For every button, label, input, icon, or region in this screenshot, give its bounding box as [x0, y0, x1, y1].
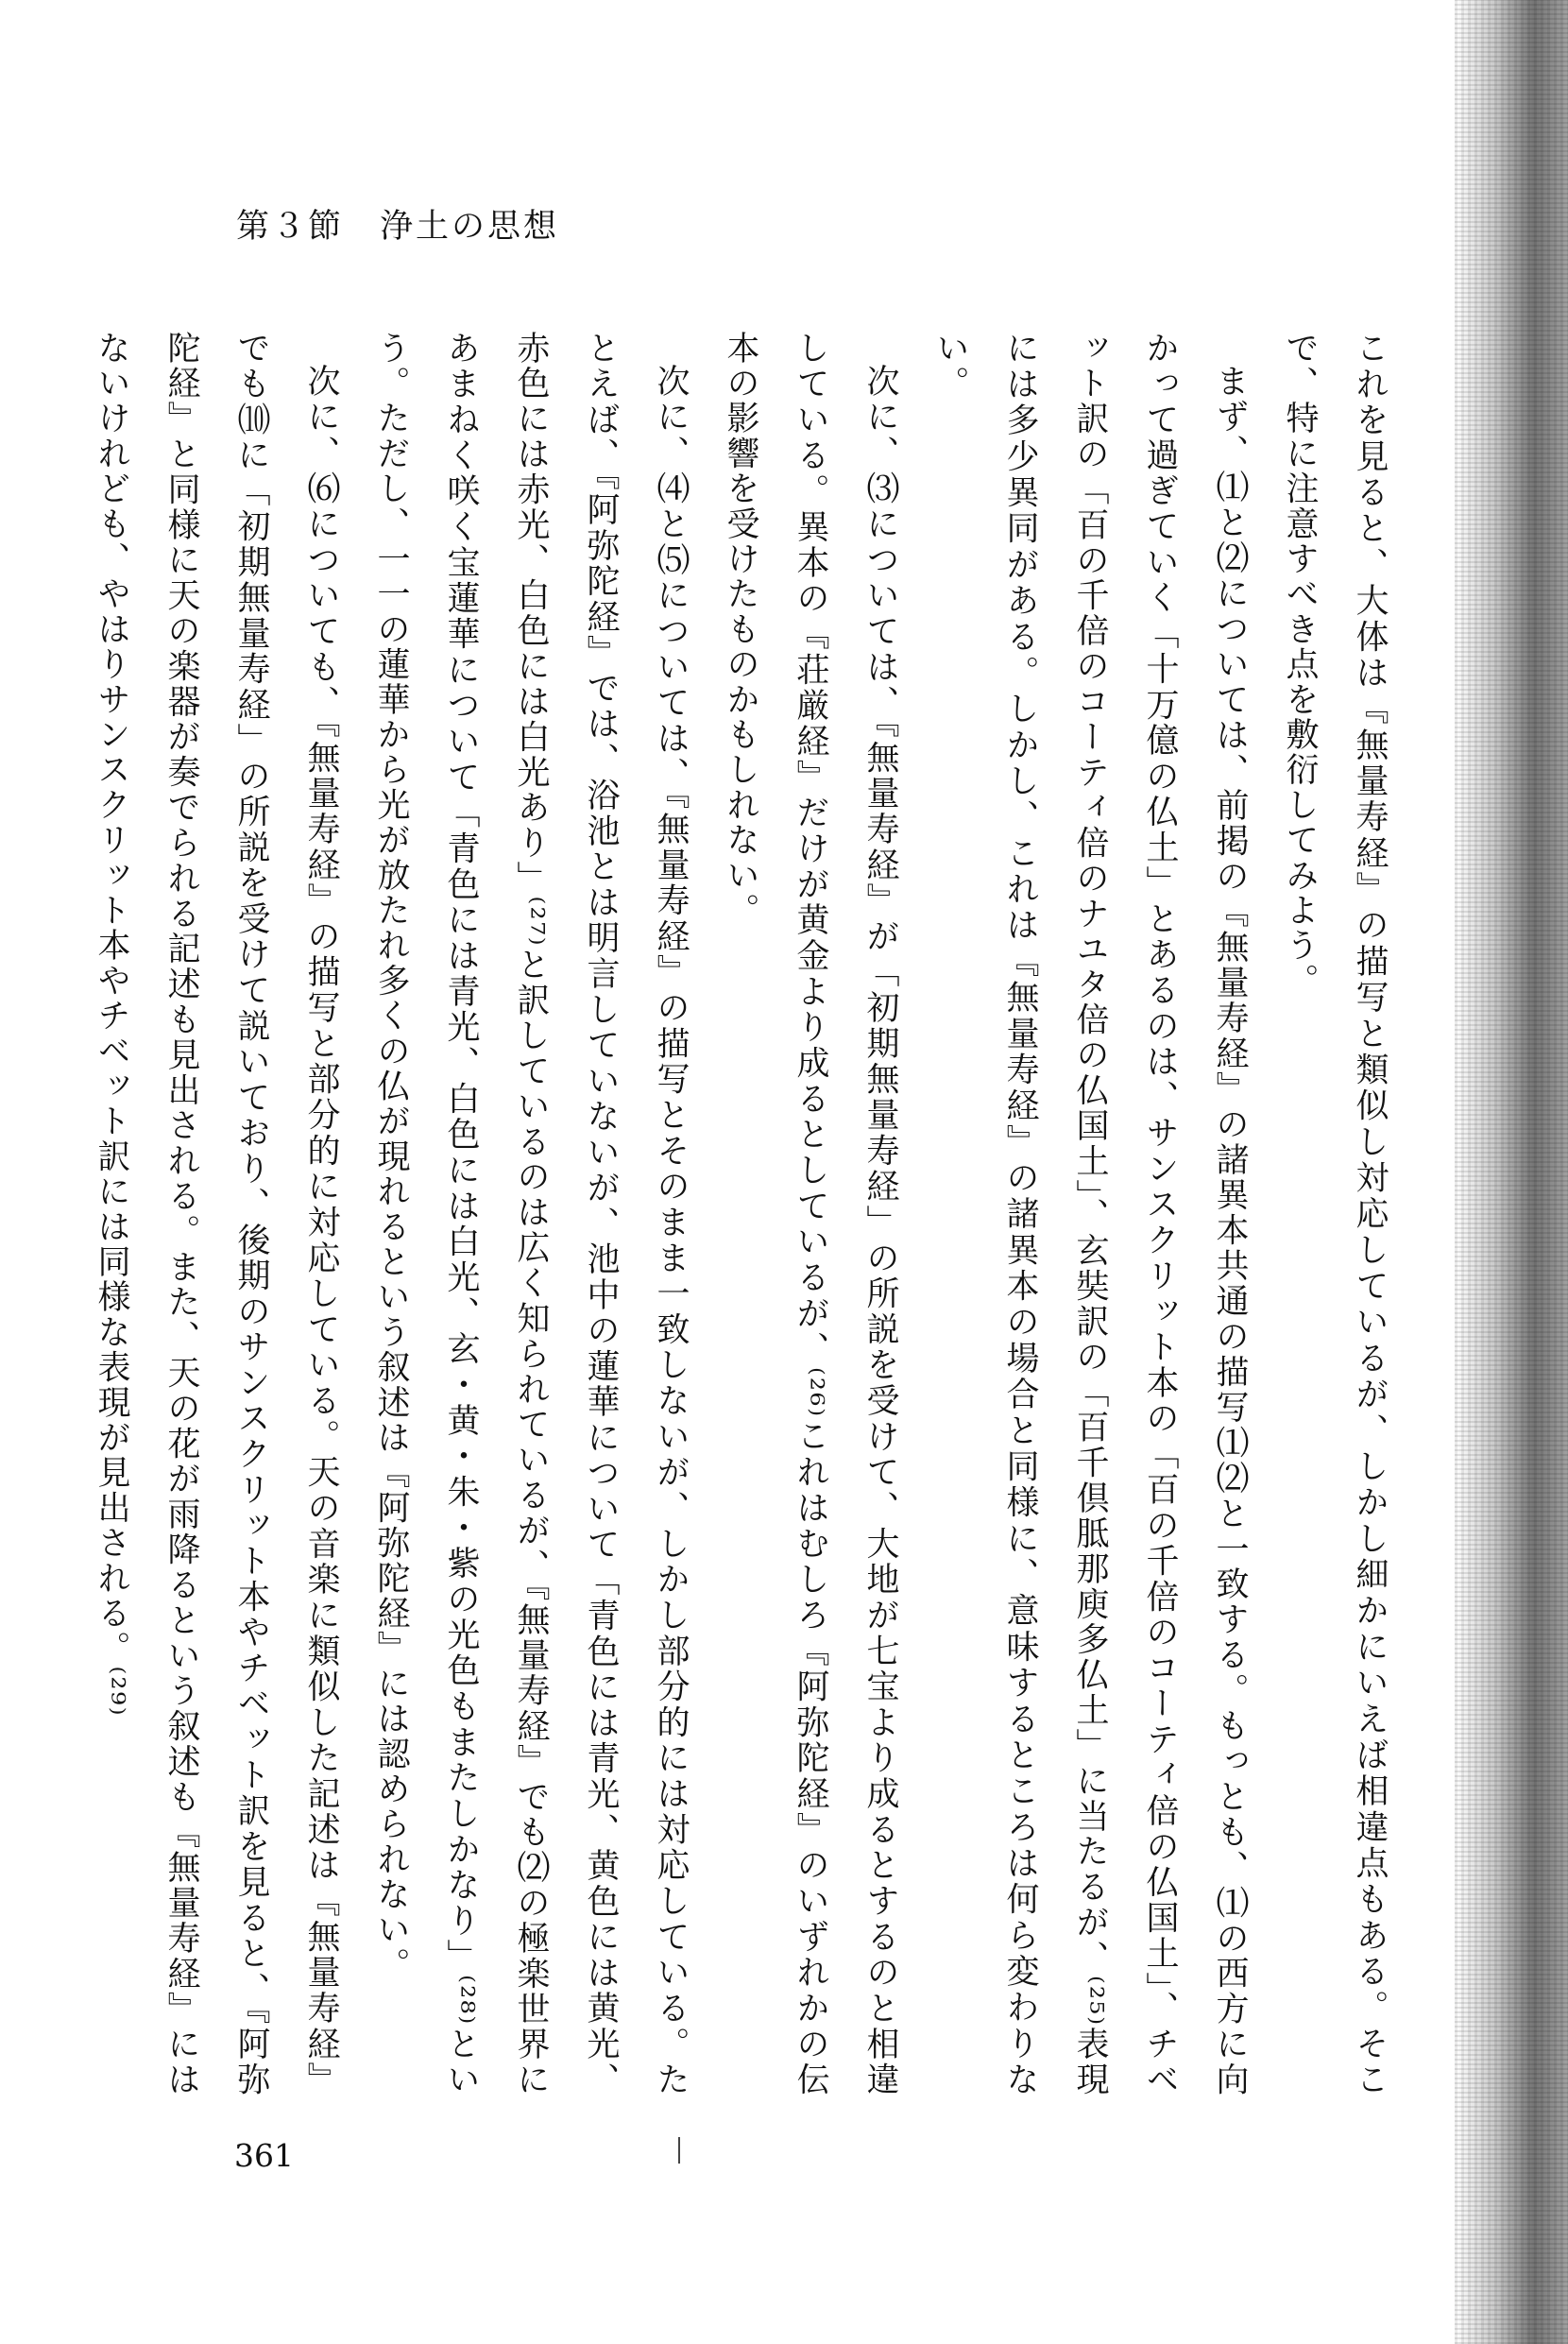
paragraph-5: 次に、⑹についても、『無量寿経』の描写と部分的に対応している。天の音楽に類似した記述は『無量寿経』でも⑽に「初期無量寿経」の所説を受けて説いており、後期のサンスクリット本やチベット訳を見ると、『阿弥陀経』と同様に天の楽器が奏でられる記述も見出される。また、天の花が雨降るという叙述も『無量寿経』にはないけれども、やはりサンスクリット本やチベット訳には同様な表現が見出される。⁽²⁹⁾ [93, 331, 340, 2097]
paragraph-4: 次に、⑷と⑸については、『無量寿経』の描写とそのまま一致しないが、しかし部分的には対応している。たとえば、『阿弥陀経』では、浴池とは明言していないが、池中の蓮華について「青色には青光、黄色には黄光、赤色には赤光、白色には白光あり」⁽²⁷⁾と訳しているのは広く知られているが、『無量寿経』でも⑵の極楽世界にあまねく咲く宝蓮華について「青色には青光、白色には白光、玄・黄・朱・紫の光色もまたしかなり」⁽²⁸⁾という。ただし、一一の蓮華から光が放たれ多くの仏が現れるという叙述は『阿弥陀経』には認められない。 [372, 331, 690, 2097]
paragraph-1: これを見ると、大体は『無量寿経』の描写と類似し対応しているが、しかし細かにいえば相違点もある。そこで、特に注意すべき点を敷衍してみよう。 [1281, 331, 1389, 2097]
gutter-mark [678, 2137, 680, 2164]
vertical-body-text [93, 331, 1405, 2097]
paragraph-2: まず、⑴と⑵については、前掲の『無量寿経』の諸異本共通の描写⑴⑵と一致する。もっとも、⑴の西方に向かって過ぎていく「十万億の仏土」とあるのは、サンスクリット本の「百の千倍のコーティ倍の仏国土」、チベット訳の「百の千倍のコーティ倍のナユタ倍の仏国土」、玄奘訳の「百千倶胝那庾多仏土」に当たるが、⁽²⁵⁾表現には多少異同がある。しかし、これは『無量寿経』の諸異本の場合と同様に、意味するところは何ら変わりない。 [931, 331, 1249, 2097]
paragraph-3: 次に、⑶については、『無量寿経』が「初期無量寿経」の所説を受けて、大地が七宝より成るとするのと相違している。異本の『荘厳経』だけが黄金より成るとしているが、⁽²⁶⁾これはむしろ『阿弥陀経』のいずれかの伝本の影響を受けたものかもしれない。 [722, 331, 899, 2097]
page-number: 361 [234, 2137, 294, 2174]
running-head: 第３節 浄土の思想 [236, 208, 560, 246]
scan-edge-shadow [1455, 0, 1568, 2344]
